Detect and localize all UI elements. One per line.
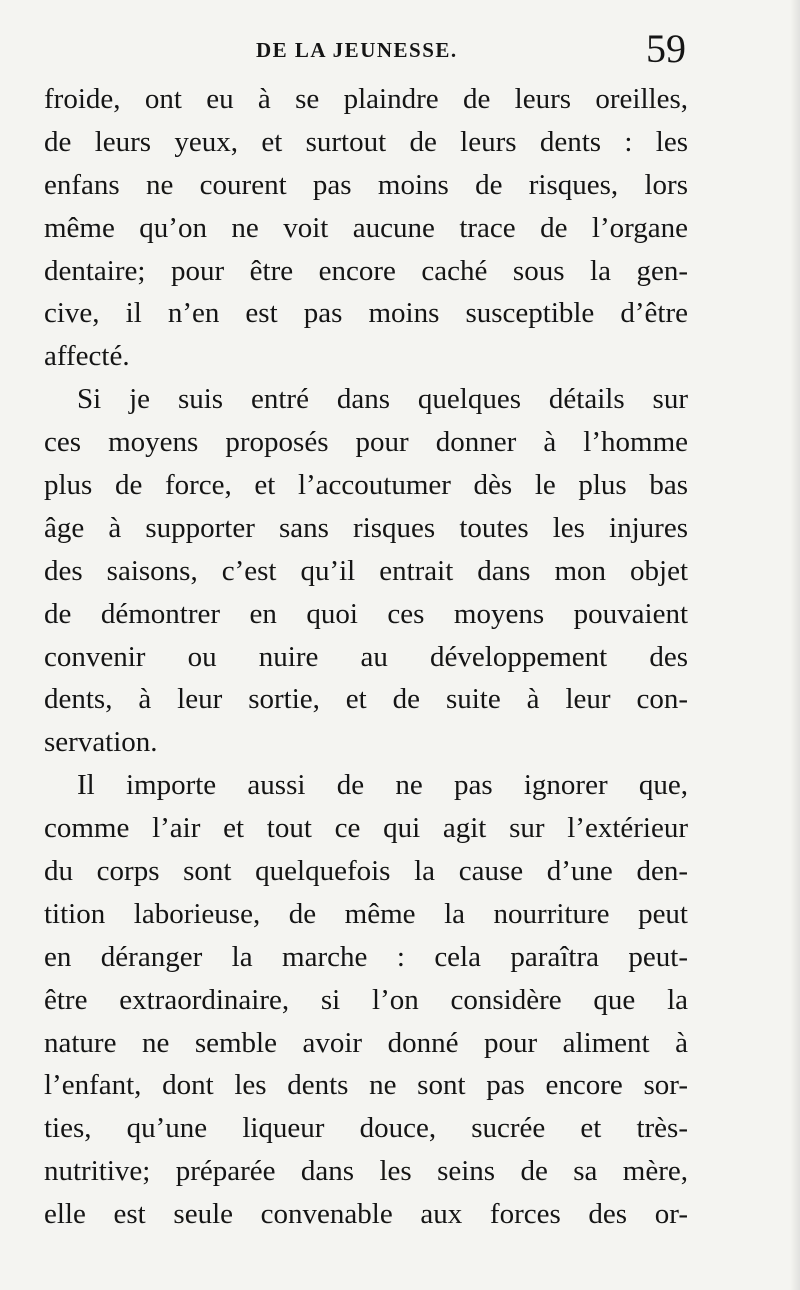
running-head: DE LA JEUNESSE. — [256, 38, 458, 62]
page-number: 59 — [646, 26, 686, 71]
paragraph-start-line: Si je suis entré dans quelques détails sur — [77, 383, 688, 416]
text-line: convenir ou nuire au développement des — [44, 640, 688, 673]
text-line: en déranger la marche : cela paraîtra peut- — [44, 940, 688, 973]
text-line: de démontrer en quoi ces moyens pouvaient — [44, 597, 688, 630]
text-line: être extraordinaire, si l’on considère que la — [44, 983, 688, 1016]
text-line: ties, qu’une liqueur douce, sucrée et très- — [44, 1112, 688, 1145]
text-line: froide, ont eu à se plaindre de leurs oreilles, — [44, 83, 688, 115]
text-line: dentaire; pour être encore caché sous la gen- — [44, 254, 688, 287]
paragraph-end-line: servation. — [44, 726, 158, 759]
text-line: cive, il n’en est pas moins susceptible d’être — [44, 297, 688, 330]
text-line: même qu’on ne voit aucune trace de l’organe — [44, 211, 688, 244]
paragraph-end-line: affecté. — [44, 340, 130, 373]
text-line: âge à supporter sans risques toutes les injures — [44, 511, 688, 544]
text-line: l’enfant, dont les dents ne sont pas encore sor- — [44, 1069, 688, 1102]
body-text — [44, 78, 688, 1236]
text-line: des saisons, c’est qu’il entrait dans mon objet — [44, 554, 688, 587]
paragraph-start-line: Il importe aussi de ne pas ignorer que, — [77, 769, 688, 802]
text-line: de leurs yeux, et surtout de leurs dents : les — [44, 125, 688, 158]
text-line: enfans ne courent pas moins de risques, lors — [44, 168, 688, 201]
page-edge-shadow — [790, 0, 800, 1290]
text-line: nutritive; préparée dans les seins de sa mère, — [44, 1155, 688, 1188]
text-line: ces moyens proposés pour donner à l’homme — [44, 426, 688, 459]
text-line: tition laborieuse, de même la nourriture peut — [44, 897, 688, 930]
text-line: nature ne semble avoir donné pour aliment à — [44, 1026, 688, 1059]
text-line: comme l’air et tout ce qui agit sur l’extérieur — [44, 812, 688, 845]
text-line: du corps sont quelquefois la cause d’une den- — [44, 855, 688, 888]
text-line: plus de force, et l’accoutumer dès le plus bas — [44, 469, 688, 502]
text-line: dents, à leur sortie, et de suite à leur con- — [44, 683, 688, 716]
text-line: elle est seule convenable aux forces des or- — [44, 1198, 688, 1231]
